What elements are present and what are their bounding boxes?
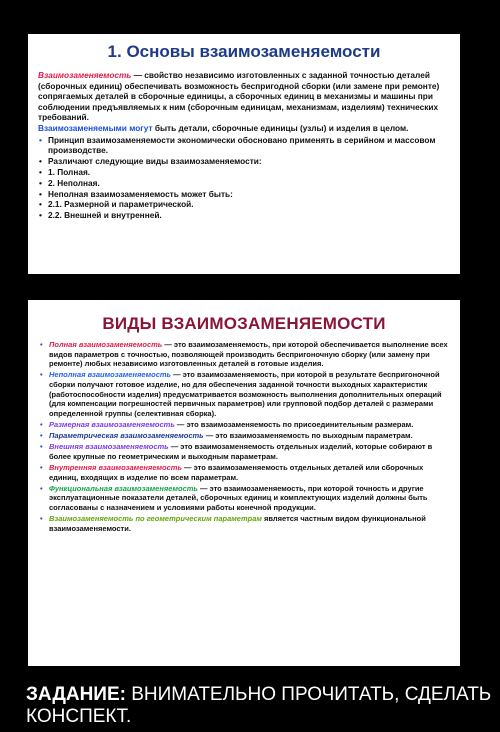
slide-fundamentals: [28, 34, 460, 274]
interchangeable-term: Взаимозаменяемыми могут: [38, 122, 153, 133]
list-item: • 2.2. Внешней и внутренней.: [39, 210, 162, 221]
bullet-icon: •: [39, 156, 42, 167]
list-item: • 2. Неполная.: [39, 177, 100, 188]
list-item: • Неполная взаимозаменяемость — это взаимозаменяемость, при которой в результате беспригоночной сборки получают готовое изделие, но для обеспечения заданной точности выходных характеристик (работоспособности изделия) предусматривается возможность выполнения дополнительных операций (для компенсации погрешностей первичных параметров) или групповой подбор деталей с размерами определенной группы (селективная сборка).: [40, 370, 442, 418]
task-label: ЗАДАНИЕ:: [26, 684, 126, 705]
type-term: Внешняя взаимозаменяемость: [49, 442, 169, 452]
list-item: • Внешняя взаимозаменяемость — это взаимозаменяемость отдельных изделий, которые собирают в более крупные по геометрическим и выходным параметрам.: [40, 442, 433, 461]
type-term: Взаимозаменяемость по геометрическим параметрам: [49, 514, 262, 524]
definition-term: Взаимозаменяемость: [38, 70, 132, 80]
bullet-icon: •: [39, 134, 42, 145]
slide1-definition: [38, 70, 450, 123]
bullet-icon: •: [40, 514, 43, 524]
list-item: • Различают следующие виды взаимозаменяемости:: [39, 156, 262, 167]
bullet-icon: •: [40, 370, 43, 380]
slide1-interchangeable: [38, 123, 450, 134]
type-term: Параметрическая взаимозаменяемость: [49, 431, 204, 441]
definition-text: — свойство независимо изготовленных с заданной точностью деталей (сборочных единиц) обеспечивать возможность беспригодной сборки (или замене при ремонте) сопрягаемых деталей в сборочные единицы, а сборочных единиц в механизмы и машины при соблюдении предъявляемых к ним (сборочным единицам, механизмам, изделиям) технических требований.: [38, 70, 440, 123]
type-term: Функциональная взаимозаменяемость: [49, 483, 198, 493]
bullet-icon: •: [40, 483, 43, 493]
list-item: • Внутренняя взаимозаменяемость — это взаимозаменяемость отдельных деталей или сборочных единиц, входящих в изделие по всем параметрам.: [40, 463, 424, 482]
slide-types: [28, 300, 460, 666]
bullet-icon: •: [39, 166, 42, 177]
slide1-title: 1. Основы взаимозаменяемости: [107, 42, 381, 61]
type-term: Внутренняя взаимозаменяемость: [49, 463, 182, 473]
list-item: • Параметрическая взаимозаменяемость — это взаимозаменяемость по выходным параметрам.: [40, 431, 413, 441]
bullet-icon: •: [39, 210, 42, 221]
task-text: ВНИМАТЕЛЬНО ПРОЧИТАТЬ, СДЕЛАТЬ КОНСПЕКТ.: [26, 684, 492, 727]
type-term: Неполная взаимозаменяемость: [49, 370, 172, 380]
bullet-icon: •: [39, 199, 42, 210]
task-instruction: [26, 684, 496, 728]
bullet-icon: •: [39, 177, 42, 188]
bullet-icon: •: [40, 463, 43, 473]
bullet-icon: •: [40, 431, 43, 441]
bullet-icon: •: [40, 442, 43, 452]
bullet-icon: •: [40, 419, 43, 429]
list-item: • Размерная взаимозаменяемость — это взаимозаменяемость по присоединительным размерам.: [40, 419, 414, 429]
list-item: • 2.1. Размерной и параметрической.: [39, 199, 194, 210]
bullet-icon: •: [40, 340, 43, 349]
list-item: • Функциональная взаимозаменяемость — это взаимозаменяемость, при которой точность и другие эксплуатационные показатели деталей, сборочных единиц и комплектующих изделий должны быть согласованы с назначением и условиями работы конечной продукции.: [40, 483, 428, 513]
type-term: Полная взаимозаменяемость: [49, 340, 163, 349]
list-item: • Неполная взаимозаменяемость может быть:: [39, 188, 233, 199]
slide2-title: ВИДЫ ВЗАИМОЗАМЕНЯЕМОСТИ: [102, 314, 386, 333]
list-item: • 1. Полная.: [39, 166, 91, 177]
slide1-bullet-list: [38, 135, 450, 221]
types-list: [40, 340, 448, 533]
list-item: • Полная взаимозаменяемость — это взаимозаменяемость, при которой обеспечивается выполнение всех видов параметров с точностью, позволяющей производить беспригоночную сборку (или замену при ремонте) любых независимо изготовленных деталей в готовые изделия.: [40, 340, 448, 369]
list-item: • Взаимозаменяемость по геометрическим параметрам является частным видом функциональной взаимозаменяемости.: [40, 514, 426, 533]
list-item: • Принцип взаимозаменяемости экономически обосновано применять в серийном и массовом производстве.: [39, 134, 436, 156]
bullet-icon: •: [39, 188, 42, 199]
interchangeable-text: быть детали, сборочные единицы (узлы) и изделия в целом.: [152, 122, 409, 133]
type-term: Размерная взаимозаменяемость: [49, 419, 175, 429]
